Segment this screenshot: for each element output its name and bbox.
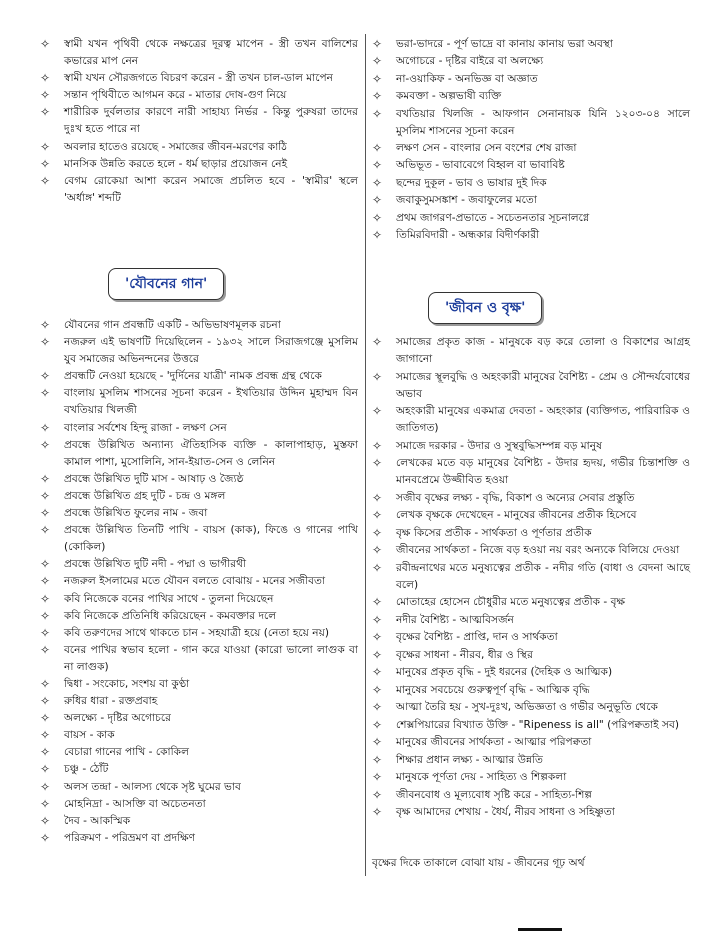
bullet-icon: ✧ [372, 630, 383, 645]
list-item [372, 542, 690, 559]
list-item-text: রবীন্দ্রনাথের মতে মনুষ্যত্বের প্রতীক - নদীর গতি (বাধা ও বেদনা আছে বলে) [396, 561, 690, 591]
list-item-text: অহংকারী মানুষের একমাত্র দেবতা - অহংকার (ব্যক্তিগত, পারিবারিক ও জাতিগত) [396, 405, 690, 435]
list-item [372, 717, 690, 734]
list-item [372, 612, 690, 629]
bullet-icon: ✧ [372, 508, 383, 523]
bullet-icon: ✧ [40, 676, 51, 691]
list-item [372, 88, 690, 105]
list-item-text: না-ওয়াকিফ - অনভিজ্ঞ বা অজ্ঞাত [396, 72, 538, 85]
bullet-icon: ✧ [372, 612, 383, 627]
list-item-text: অভিভূত - ভাবাবেগে বিহ্বল বা ভাবাবিষ্ট [396, 159, 565, 172]
list-item-text: নজরুল এই ভাষণটি দিয়েছিলেন - ১৯৩২ সালে সিরাজগঞ্জে মুসলিম যুব সমাজের অভিনন্দনের উত্তরে [64, 336, 358, 366]
list-item [40, 420, 358, 437]
list-item-text: সমাজে দরকার - উদার ও সুস্থবুদ্ধিসম্পন্ন বড় মানুষ [396, 439, 602, 452]
list-item-text: ভরা-ভাদরে - পূর্ণ ভাদ্রে বা কানায় কানায় ভরা অবস্থা [396, 38, 614, 50]
bullet-icon: ✧ [372, 490, 383, 505]
column-divider [365, 34, 366, 876]
bullet-icon: ✧ [40, 471, 51, 486]
bullet-icon: ✧ [40, 173, 51, 188]
list-item-text: বেগম রোকেয়া আশা করেন সমাজে প্রচলিত হবে - 'স্বামীর' স্থলে 'অর্ধাঙ্গ' শব্দটি [64, 174, 358, 204]
list-item [372, 769, 690, 786]
list-item [40, 139, 358, 156]
list-item-text: রুধির ধারা - রক্তপ্রবাহ [64, 695, 158, 708]
list-item [40, 779, 358, 796]
bullet-icon: ✧ [40, 156, 51, 171]
list-item [40, 104, 358, 138]
list-item-text: প্রবন্ধে উল্লিখিত তিনটি পাখি - বায়স (কাক), ফিঙে ও গানের পাখি (কোকিল) [64, 524, 358, 554]
bullet-icon: ✧ [40, 574, 51, 589]
list-item-text: লক্ষণ সেন - বাংলার সেন বংশের শেষ রাজা [396, 142, 577, 155]
list-item [372, 36, 690, 53]
bullet-icon: ✧ [372, 438, 383, 453]
list-item-text: নজরুল ইসলামের মতে যৌবন বলতে বোঝায় - মনের সজীবতা [64, 575, 326, 588]
list-item [40, 334, 358, 368]
bullet-icon: ✧ [40, 642, 51, 657]
list-item [372, 455, 690, 489]
list-item-text: অলক্ষ্যে - দৃষ্টির অগোচরে [64, 712, 171, 725]
list-item [372, 525, 690, 542]
list-item-text: মানুষকে পূর্ণতা দেয় - সাহিত্য ও শিল্পকলা [396, 771, 567, 784]
list-item-text: প্রবন্ধটি নেওয়া হয়েছে - 'দুর্দিনের যাত্রী' নামক প্রবন্ধ গ্রন্থ থেকে [64, 370, 322, 383]
list-item [40, 727, 358, 744]
list-item [372, 647, 690, 664]
list-item [372, 734, 690, 751]
list-item-text: দৈব - আকস্মিক [64, 814, 131, 827]
bullet-icon: ✧ [40, 139, 51, 154]
bullet-icon: ✧ [372, 106, 383, 121]
bullet-icon: ✧ [40, 71, 51, 86]
list-item [372, 752, 690, 769]
list-item [40, 522, 358, 556]
bullet-icon: ✧ [40, 796, 51, 811]
list-item [372, 334, 690, 368]
list-item [40, 87, 358, 104]
bullet-icon: ✧ [372, 665, 383, 680]
list-item [372, 629, 690, 646]
footer-bar [518, 928, 562, 931]
list-item-text: প্রবন্ধে উল্লিখিত অন্যান্য ঐতিহাসিক ব্যক্তি - কালাপাহাড়, মুস্তফা কামাল পাশা, মুসোলিনি, সান-ইয়াত-সেন ও লেনিন [64, 438, 358, 468]
list-item-text: বৃক্ষ কিসের প্রতীক - সার্থকতা ও পূর্ণতার প্রতীক [396, 526, 592, 539]
list-item-text: বায়স - কাক [64, 729, 115, 742]
bullet-icon: ✧ [372, 735, 383, 750]
bullet-icon: ✧ [372, 193, 383, 208]
list-item-text: বৃক্ষের বৈশিষ্ট্য - প্রাপ্তি, দান ও সার্থকতা [396, 631, 558, 644]
list-item-text: সন্তান পৃথিবীতে আগমন করে - মাতার দোষ-গুণ নিয়ে [64, 89, 287, 102]
list-item-text: বৃক্ষের সাধনা - নীরব, ধীর ও স্থির [396, 648, 533, 661]
list-item [40, 830, 358, 847]
bullet-icon: ✧ [372, 647, 383, 662]
bullet-icon: ✧ [40, 88, 51, 103]
list-item [40, 591, 358, 608]
bullet-icon: ✧ [372, 71, 383, 86]
list-item-text: মানসিক উন্নতি করতে হলে - ধর্ম ছাড়ার প্রয়োজন নেই [64, 157, 288, 170]
list-item-text: প্রবন্ধে উল্লিখিত দুটি নদী - পদ্মা ও ভাগীরথী [64, 558, 246, 571]
list-item [40, 385, 358, 419]
list-item-text: লেখকের মতে বড় মানুষের বৈশিষ্ট্য - উদার হৃদয়, গভীর চিন্তাশক্তি ও মানবপ্রেমে উজ্জীবিত হওয়া [396, 457, 690, 487]
bullet-icon: ✧ [40, 591, 51, 606]
list-item [40, 676, 358, 693]
bullet-icon: ✧ [372, 210, 383, 225]
bullet-icon: ✧ [372, 89, 383, 104]
list-item-text: নদীর বৈশিষ্ট্য - আত্মবিসর্জন [396, 613, 514, 626]
bullet-icon: ✧ [40, 335, 51, 350]
left-bottom-list [40, 317, 358, 847]
list-item-text: প্রবন্ধে উল্লিখিত ফুলের নাম - জবা [64, 507, 208, 520]
list-item [40, 173, 358, 207]
left-section-heading: 'যৌবনের গান' [108, 268, 224, 300]
bullet-icon: ✧ [372, 54, 383, 69]
list-item-text: বখতিয়ার খিলজি - আফগান সেনানায়ক যিনি ১২০৩-০৪ সালে মুসলিম শাসনের সূচনা করেন [396, 107, 690, 137]
bullet-icon: ✧ [40, 625, 51, 640]
list-item-text: শিক্ষার প্রধান লক্ষ্য - আত্মার উন্নতি [396, 753, 543, 766]
list-item [40, 471, 358, 488]
bullet-icon: ✧ [372, 37, 383, 51]
list-item-text: কমবক্তা - অল্পভাষী ব্যক্তি [396, 90, 502, 103]
list-item-text: যৌবনের গান প্রবন্ধটি একটি - অভিভাষণমূলক রচনা [64, 319, 281, 331]
list-item [40, 368, 358, 385]
right-top-list [372, 36, 690, 244]
list-item-text: কবি নিজেকে বনের পাখির সাথে - তুলনা দিয়েছেন [64, 592, 274, 605]
list-item [40, 317, 358, 334]
bullet-icon: ✧ [40, 762, 51, 777]
list-item-text: সমাজের স্থূলবুদ্ধি ও অহংকারী মানুষের বৈশিষ্ট্য - প্রেম ও সৌন্দর্যবোধের অভাব [396, 370, 690, 400]
list-item [40, 36, 358, 70]
list-item-text: প্রবন্ধে উল্লিখিত দুটি মাস - আষাঢ় ও জ্যৈষ্ঠ [64, 472, 244, 485]
list-item [372, 53, 690, 70]
list-item-text: বৃক্ষ আমাদের শেখায় - ধৈর্য, নীরব সাধনা ও সহিষ্ণুতা [396, 806, 615, 819]
bullet-icon: ✧ [40, 728, 51, 743]
list-item [40, 70, 358, 87]
left-top-list [40, 36, 358, 207]
list-item [372, 157, 690, 174]
list-item [40, 642, 358, 676]
list-item-text: মানুষের জীবনের সার্থকতা - আত্মার পরিপক্বতা [396, 736, 592, 749]
list-item [372, 682, 690, 699]
bullet-icon: ✧ [40, 488, 51, 503]
bullet-icon: ✧ [372, 560, 383, 575]
right-section-heading: 'জীবন ও বৃক্ষ' [428, 292, 542, 324]
bullet-icon: ✧ [372, 700, 383, 715]
list-item [372, 140, 690, 157]
bullet-icon: ✧ [40, 420, 51, 435]
bullet-icon: ✧ [372, 525, 383, 540]
bullet-icon: ✧ [372, 335, 383, 349]
bullet-icon: ✧ [40, 779, 51, 794]
list-item [40, 505, 358, 522]
list-item [40, 156, 358, 173]
right-trailing-line: বৃক্ষের দিকে তাকালে বোঝা যায় - জীবনের গূঢ় অর্থ [372, 857, 585, 869]
right-section-heading-box [428, 292, 542, 324]
bullet-icon: ✧ [372, 752, 383, 767]
bullet-icon: ✧ [372, 158, 383, 173]
list-item-text: অগোচরে - দৃষ্টির বাইরে বা অলক্ষ্যে [396, 55, 544, 68]
list-item-text: বাংলার সর্বশেষ হিন্দু রাজা - লক্ষণ সেন [64, 421, 227, 434]
list-item-text: শারীরিক দুর্বলতার কারণে নারী সাহায্য নির্ভর - কিন্তু পুরুষরা তাদের দুঃখ হতে পারে না [64, 106, 358, 136]
bullet-icon: ✧ [372, 805, 383, 820]
bullet-icon: ✧ [40, 37, 51, 51]
bullet-icon: ✧ [372, 141, 383, 156]
bullet-icon: ✧ [372, 175, 383, 190]
bullet-icon: ✧ [372, 228, 383, 242]
list-item-text: সমাজের প্রকৃত কাজ - মানুষকে বড় করে তোলা ও বিকাশের আগ্রহ জাগানো [396, 336, 690, 366]
list-item [372, 664, 690, 681]
bullet-icon: ✧ [40, 386, 51, 401]
list-item-text: অলস তন্দ্রা - আলস্য থেকে সৃষ্ট ঘুমের ভাব [64, 780, 241, 793]
list-item-text: অবলার হাতেও রয়েছে - সমাজের জীবন-মরণের কাঠি [64, 140, 287, 153]
bullet-icon: ✧ [372, 787, 383, 802]
bullet-icon: ✧ [40, 437, 51, 452]
list-item [372, 699, 690, 716]
list-item-text: বাংলায় মুসলিম শাসনের সূচনা করেন - ইখতিয়ার উদ্দিন মুহাম্মদ বিন বখতিয়ার খিলজী [64, 387, 358, 417]
bullet-icon: ✧ [372, 456, 383, 471]
bullet-icon: ✧ [40, 523, 51, 538]
right-bottom-list [372, 334, 690, 822]
list-item [40, 744, 358, 761]
list-item [40, 437, 358, 471]
list-item [372, 403, 690, 437]
list-item-text: কবি তরুণদের সাথে থাকতে চান - সহযাত্রী হয়ে (নেতা হয়ে নয়) [64, 626, 329, 639]
left-section-heading-box [108, 268, 224, 300]
bullet-icon: ✧ [372, 404, 383, 419]
list-item [372, 227, 690, 244]
list-item [40, 813, 358, 830]
bullet-icon: ✧ [40, 608, 51, 623]
list-item-text: প্রবন্ধে উল্লিখিত গ্রহ দুটি - চন্দ্র ও মঙ্গল [64, 489, 226, 502]
bullet-icon: ✧ [40, 830, 51, 845]
list-item [372, 560, 690, 594]
bullet-icon: ✧ [372, 543, 383, 558]
bullet-icon: ✧ [40, 557, 51, 572]
list-item-text: দ্বিধা - সংকোচ, সংশয় বা কুণ্ঠা [64, 677, 190, 690]
bullet-icon: ✧ [40, 745, 51, 760]
list-item-text: মানুষের প্রকৃত বৃদ্ধি - দুই ধরনের (দৈহিক ও আত্মিক) [396, 666, 613, 679]
list-item-text: কবি নিজেকে প্রতিনিধি করিয়েছেন - কমবক্তার দলে [64, 609, 277, 622]
bullet-icon: ✧ [40, 369, 51, 384]
list-item-text: তিমিরবিদারী - অন্ধকার বিদীর্ণকারী [396, 229, 540, 241]
list-item-text: বেচারা গানের পাখি - কোকিল [64, 746, 189, 759]
list-item [40, 710, 358, 727]
list-item-text: সজীব বৃক্ষের লক্ষ্য - বৃদ্ধি, বিকাশ ও অন্যের সেবার প্রস্তুতি [396, 491, 635, 504]
list-item [40, 556, 358, 573]
list-item [40, 625, 358, 642]
list-item-text: মোতাহের হোসেন চৌধুরীর মতে মনুষ্যত্বের প্রতীক - বৃক্ষ [396, 596, 626, 609]
bullet-icon: ✧ [372, 682, 383, 697]
list-item [372, 804, 690, 821]
list-item-text: জীবনবোধ ও মূল্যবোধ সৃষ্টি করে - সাহিত্য-শিল্প [396, 788, 592, 801]
list-item-text: শেক্সপিয়ারের বিখ্যাত উক্তি - "Ripeness is all" (পরিপক্বতাই সব) [396, 718, 680, 731]
bullet-icon: ✧ [40, 105, 51, 120]
list-item-text: পরিক্রমণ - পরিভ্রমণ বা প্রদক্ষিণ [64, 831, 196, 844]
list-item-text: ছন্দের দুকূল - ভাব ও ভাষার দুই দিক [396, 176, 547, 189]
bullet-icon: ✧ [372, 770, 383, 785]
list-item-text: বনের পাখির স্বভাব হলো - গান করে যাওয়া (কারো ভালো লাগুক বা না লাগুক) [64, 643, 358, 673]
list-item [372, 507, 690, 524]
bullet-icon: ✧ [372, 369, 383, 384]
list-item [372, 369, 690, 403]
list-item [372, 490, 690, 507]
list-item-text: প্রথম জাগরণ-প্রভাতে - সচেতনতার সূচনালগ্নে [396, 211, 590, 224]
list-item-text: স্বামী যখন পৃথিবী থেকে নক্ষত্রের দূরত্ব মাপেন - স্ত্রী তখন বালিশের কভারের মাপ নেন [64, 38, 358, 68]
list-item [372, 210, 690, 227]
bullet-icon: ✧ [40, 813, 51, 828]
list-item [372, 787, 690, 804]
list-item [372, 192, 690, 209]
bullet-icon: ✧ [40, 694, 51, 709]
bullet-icon: ✧ [40, 318, 51, 332]
list-item-text: আত্মা তৈরি হয় - সুখ-দুঃখ, অভিজ্ঞতা ও গভীর অনুভূতি থেকে [396, 701, 658, 714]
bullet-icon: ✧ [372, 595, 383, 610]
list-item [40, 796, 358, 813]
list-item [40, 761, 358, 778]
list-item [372, 594, 690, 611]
list-item-text: স্বামী যখন সৌরজগতে বিচরণ করেন - স্ত্রী তখন চাল-ডাল মাপেন [64, 72, 333, 85]
list-item [372, 438, 690, 455]
list-item [40, 488, 358, 505]
list-item-text: জবাকুসুমসঙ্কাশ - জবাফুলের মতো [396, 194, 537, 207]
bullet-icon: ✧ [372, 717, 383, 732]
list-item-text: জীবনের সার্থকতা - নিজে বড় হওয়া নয় বরং অন্যকে বিলিয়ে দেওয়া [396, 544, 680, 557]
list-item [40, 573, 358, 590]
list-item-text: মানুষের সবচেয়ে গুরুত্বপূর্ণ বৃদ্ধি - আত্মিক বৃদ্ধি [396, 683, 590, 696]
list-item-text: লেখক বৃক্ষকে দেখেছেন - মানুষের জীবনের প্রতীক হিসেবে [396, 509, 637, 522]
list-item-text: চঞ্চু - ঠোঁট [64, 763, 109, 776]
bullet-icon: ✧ [40, 711, 51, 726]
list-item [40, 693, 358, 710]
list-item [372, 106, 690, 140]
list-item [372, 175, 690, 192]
bullet-icon: ✧ [40, 506, 51, 521]
list-item [40, 608, 358, 625]
list-item [372, 71, 690, 88]
list-item-text: মোহনিদ্রা - আসক্তি বা অচেতনতা [64, 797, 206, 810]
